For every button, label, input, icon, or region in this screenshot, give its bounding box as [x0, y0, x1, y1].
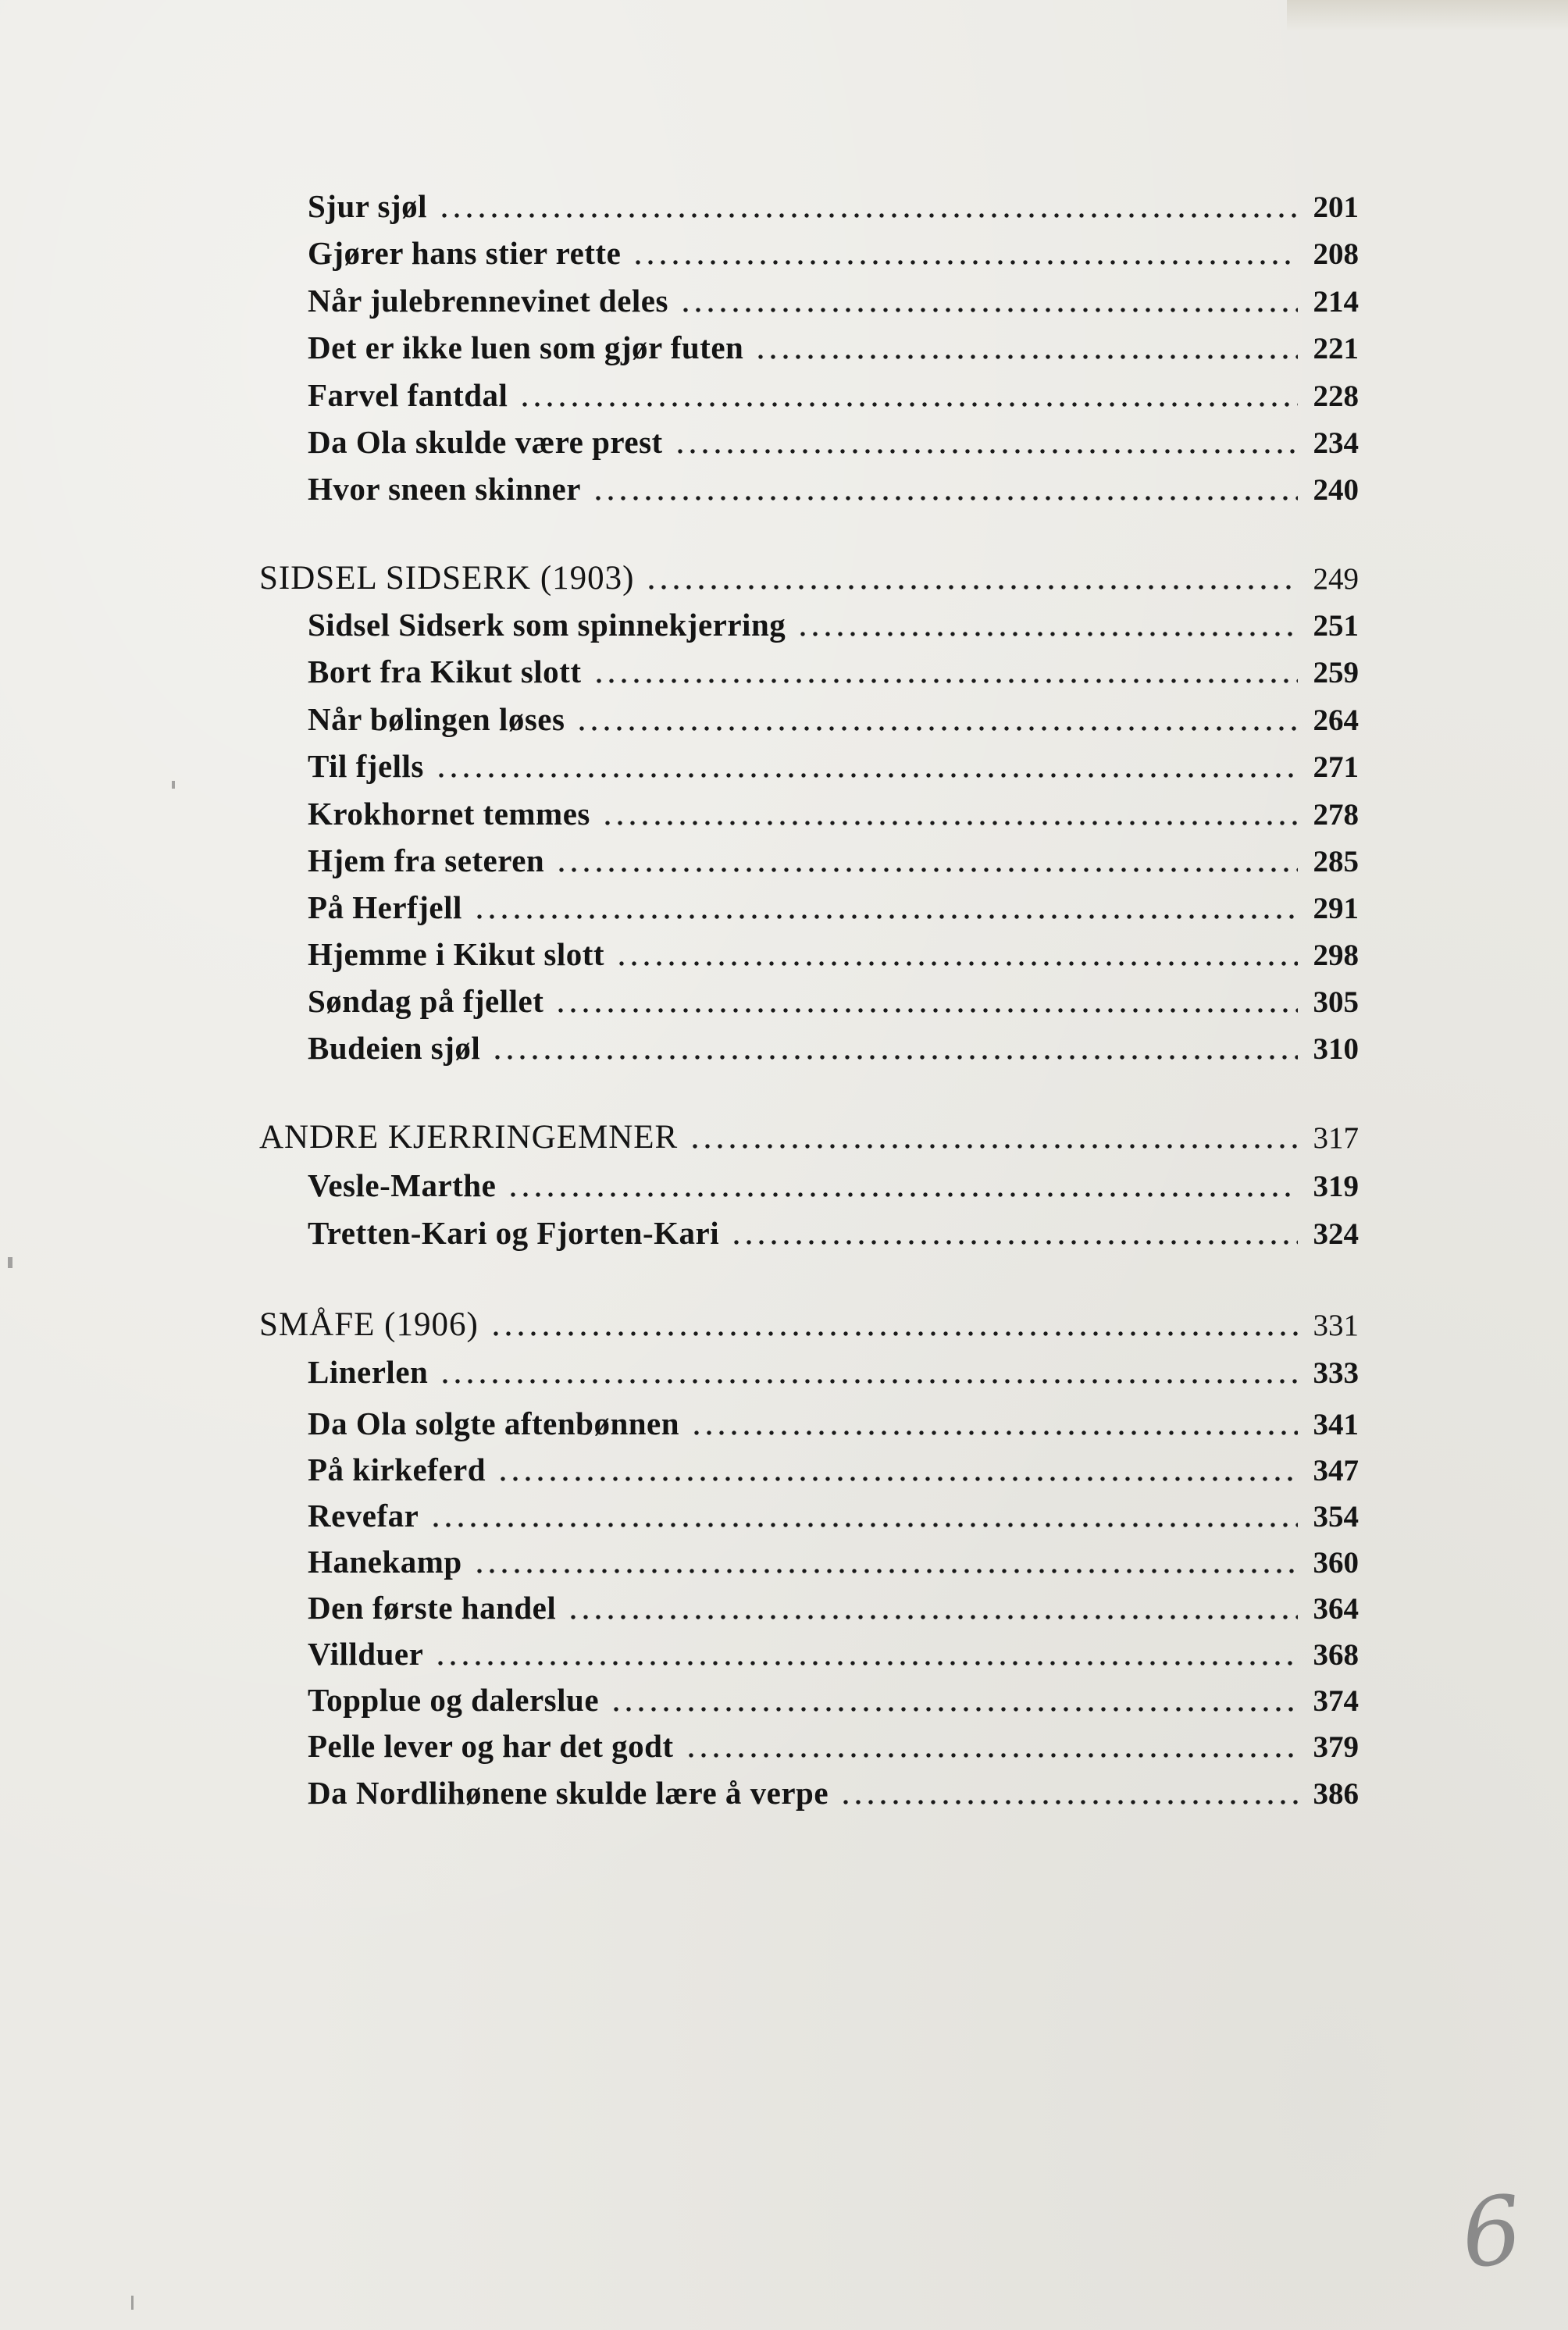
dot-leader	[554, 1007, 1298, 1014]
dot-leader	[567, 1614, 1298, 1620]
toc-section	[259, 1306, 1359, 1349]
toc-entry	[308, 1543, 1359, 1587]
toc-entry	[308, 842, 1359, 885]
dot-leader	[674, 448, 1298, 454]
dot-leader	[593, 678, 1299, 684]
dot-leader	[507, 1192, 1298, 1198]
dot-leader	[601, 820, 1298, 826]
dot-leader	[429, 1522, 1298, 1528]
toc-entry	[308, 282, 1359, 326]
toc-entry	[308, 1774, 1359, 1818]
paper-stain	[1287, 0, 1568, 31]
dot-leader	[434, 1660, 1298, 1666]
toc-entry-title: Linerlen	[308, 1354, 429, 1390]
dot-leader	[435, 772, 1298, 778]
toc-entry	[308, 187, 1359, 231]
toc-entry-page: 208	[1313, 237, 1359, 271]
toc-entry-page: 214	[1313, 285, 1359, 319]
toc-entry-page: 354	[1313, 1500, 1359, 1534]
toc-entry-title: Til fjells	[308, 748, 424, 784]
toc-entry	[308, 1405, 1359, 1448]
toc-entry-page: 305	[1313, 985, 1359, 1019]
toc-entry-page: 234	[1313, 426, 1359, 460]
dot-leader	[473, 914, 1298, 920]
toc-entry	[308, 982, 1359, 1026]
toc-entry-page: 364	[1313, 1592, 1359, 1626]
toc-entry	[308, 234, 1359, 278]
toc-entry-page: 310	[1313, 1032, 1359, 1066]
toc-entry-title: Søndag på fjellet	[308, 983, 544, 1019]
toc-entry	[308, 606, 1359, 650]
toc-entry-title: Da Nordlihønene skulde lære å verpe	[308, 1775, 829, 1811]
toc-section	[259, 1118, 1359, 1162]
toc-entry-page: 271	[1313, 750, 1359, 784]
toc-entry-title: Krokhornet temmes	[308, 796, 590, 832]
paper-speck	[131, 2296, 134, 2310]
toc-entry	[308, 1451, 1359, 1495]
toc-entry-title: Villduer	[308, 1636, 424, 1672]
toc-entry-title: Når julebrennevinet deles	[308, 283, 668, 319]
toc-entry-page: 251	[1313, 609, 1359, 643]
toc-entry	[308, 1029, 1359, 1073]
dot-leader	[679, 307, 1298, 313]
toc-entry-page: 291	[1313, 892, 1359, 925]
dot-leader	[497, 1476, 1298, 1482]
toc-entry-title: Bort fra Kikut slott	[308, 654, 582, 689]
dot-leader	[754, 354, 1298, 360]
toc-entry	[308, 1353, 1359, 1397]
dot-leader	[796, 631, 1298, 637]
toc-section-title: SMÅFE (1906)	[259, 1306, 479, 1343]
toc-entry-page: 201	[1313, 191, 1359, 224]
toc-entry-title: Revefar	[308, 1498, 419, 1534]
toc-entry-page: 221	[1313, 332, 1359, 365]
toc-entry-page: 374	[1313, 1684, 1359, 1718]
toc-entry-title: Hvor sneen skinner	[308, 471, 581, 507]
dot-leader	[491, 1054, 1298, 1060]
toc-entry-title: Tretten-Kari og Fjorten-Kari	[308, 1215, 720, 1251]
toc-section-page: 249	[1313, 562, 1359, 596]
toc-entry-page: 285	[1313, 845, 1359, 878]
dot-leader	[645, 584, 1298, 590]
toc-entry-title: Hjemme i Kikut slott	[308, 936, 605, 972]
toc-entry	[308, 795, 1359, 839]
toc-entry	[308, 700, 1359, 744]
paper-speck	[172, 781, 175, 789]
toc-entry	[308, 1214, 1359, 1258]
toc-entry-title: Budeien sjøl	[308, 1030, 481, 1066]
toc-entry-title: Den første handel	[308, 1590, 557, 1626]
dot-leader	[689, 1143, 1298, 1149]
toc-entry-page: 298	[1313, 939, 1359, 972]
toc-entry-page: 259	[1313, 656, 1359, 689]
toc-entry	[308, 653, 1359, 697]
toc-entry-page: 319	[1313, 1170, 1359, 1203]
toc-section-title: SIDSEL SIDSERK (1903)	[259, 560, 635, 597]
toc-entry-page: 240	[1313, 473, 1359, 507]
toc-entry-title: Gjører hans stier rette	[308, 235, 622, 271]
toc-entry-page: 341	[1313, 1408, 1359, 1441]
dot-leader	[592, 495, 1298, 501]
toc-section-page: 331	[1313, 1309, 1359, 1342]
toc-entry-page: 278	[1313, 798, 1359, 832]
toc-entry-page: 360	[1313, 1546, 1359, 1580]
toc-entry-title: Pelle lever og har det godt	[308, 1728, 674, 1764]
dot-leader	[473, 1568, 1298, 1574]
dot-leader	[730, 1239, 1298, 1245]
toc-entry-page: 324	[1313, 1217, 1359, 1251]
toc-entry-title: Hanekamp	[308, 1544, 462, 1580]
toc-entry-title: Når bølingen løses	[308, 701, 565, 737]
handwritten-page-number: 6	[1456, 2175, 1527, 2290]
toc-entry	[308, 1167, 1359, 1210]
dot-leader	[490, 1331, 1298, 1337]
toc-entry-title: Det er ikke luen som gjør futen	[308, 330, 744, 365]
dot-leader	[690, 1430, 1298, 1436]
dot-leader	[576, 725, 1298, 732]
toc-entry-title: Sidsel Sidserk som spinnekjerring	[308, 607, 786, 643]
toc-entry-page: 368	[1313, 1638, 1359, 1672]
toc-entry	[308, 889, 1359, 932]
toc-entry-title: Hjem fra seteren	[308, 843, 545, 878]
dot-leader	[839, 1799, 1298, 1805]
toc-entry-title: Da Ola skulde være prest	[308, 424, 663, 460]
toc-entry-title: Vesle-Marthe	[308, 1167, 497, 1203]
toc-entry-title: Topplue og dalerslue	[308, 1682, 600, 1718]
toc-entry	[308, 1727, 1359, 1771]
toc-entry-title: På kirkeferd	[308, 1452, 486, 1487]
toc-entry-title: Da Ola solgte aftenbønnen	[308, 1405, 680, 1441]
toc-entry-page: 347	[1313, 1454, 1359, 1487]
toc-entry-title: På Herfjell	[308, 889, 462, 925]
toc-section	[259, 559, 1359, 603]
toc-section-title: ANDRE KJERRINGEMNER	[259, 1119, 679, 1156]
toc-section-page: 317	[1313, 1121, 1359, 1155]
toc-entry-page: 379	[1313, 1730, 1359, 1764]
toc-entry	[308, 470, 1359, 514]
dot-leader	[439, 1378, 1298, 1384]
paper-speck	[8, 1257, 12, 1268]
dot-leader	[685, 1752, 1298, 1758]
toc-entry-title: Sjur sjøl	[308, 188, 427, 224]
toc-entry-page: 333	[1313, 1356, 1359, 1390]
dot-leader	[615, 960, 1298, 967]
toc-entry-page: 228	[1313, 379, 1359, 413]
toc-entry	[308, 1497, 1359, 1541]
toc-entry	[308, 1681, 1359, 1725]
toc-entry	[308, 423, 1359, 467]
toc-entry-page: 264	[1313, 704, 1359, 737]
toc-entry-title: Farvel fantdal	[308, 377, 508, 413]
toc-entry	[308, 329, 1359, 372]
dot-leader	[610, 1706, 1298, 1712]
toc-entry-page: 386	[1313, 1777, 1359, 1811]
toc-entry	[308, 376, 1359, 420]
toc-entry	[308, 1635, 1359, 1679]
toc-entry	[308, 1589, 1359, 1633]
toc-entry	[308, 747, 1359, 791]
dot-leader	[632, 259, 1298, 265]
dot-leader	[519, 401, 1298, 408]
dot-leader	[555, 867, 1298, 873]
toc-entry	[308, 935, 1359, 979]
dot-leader	[438, 212, 1298, 219]
